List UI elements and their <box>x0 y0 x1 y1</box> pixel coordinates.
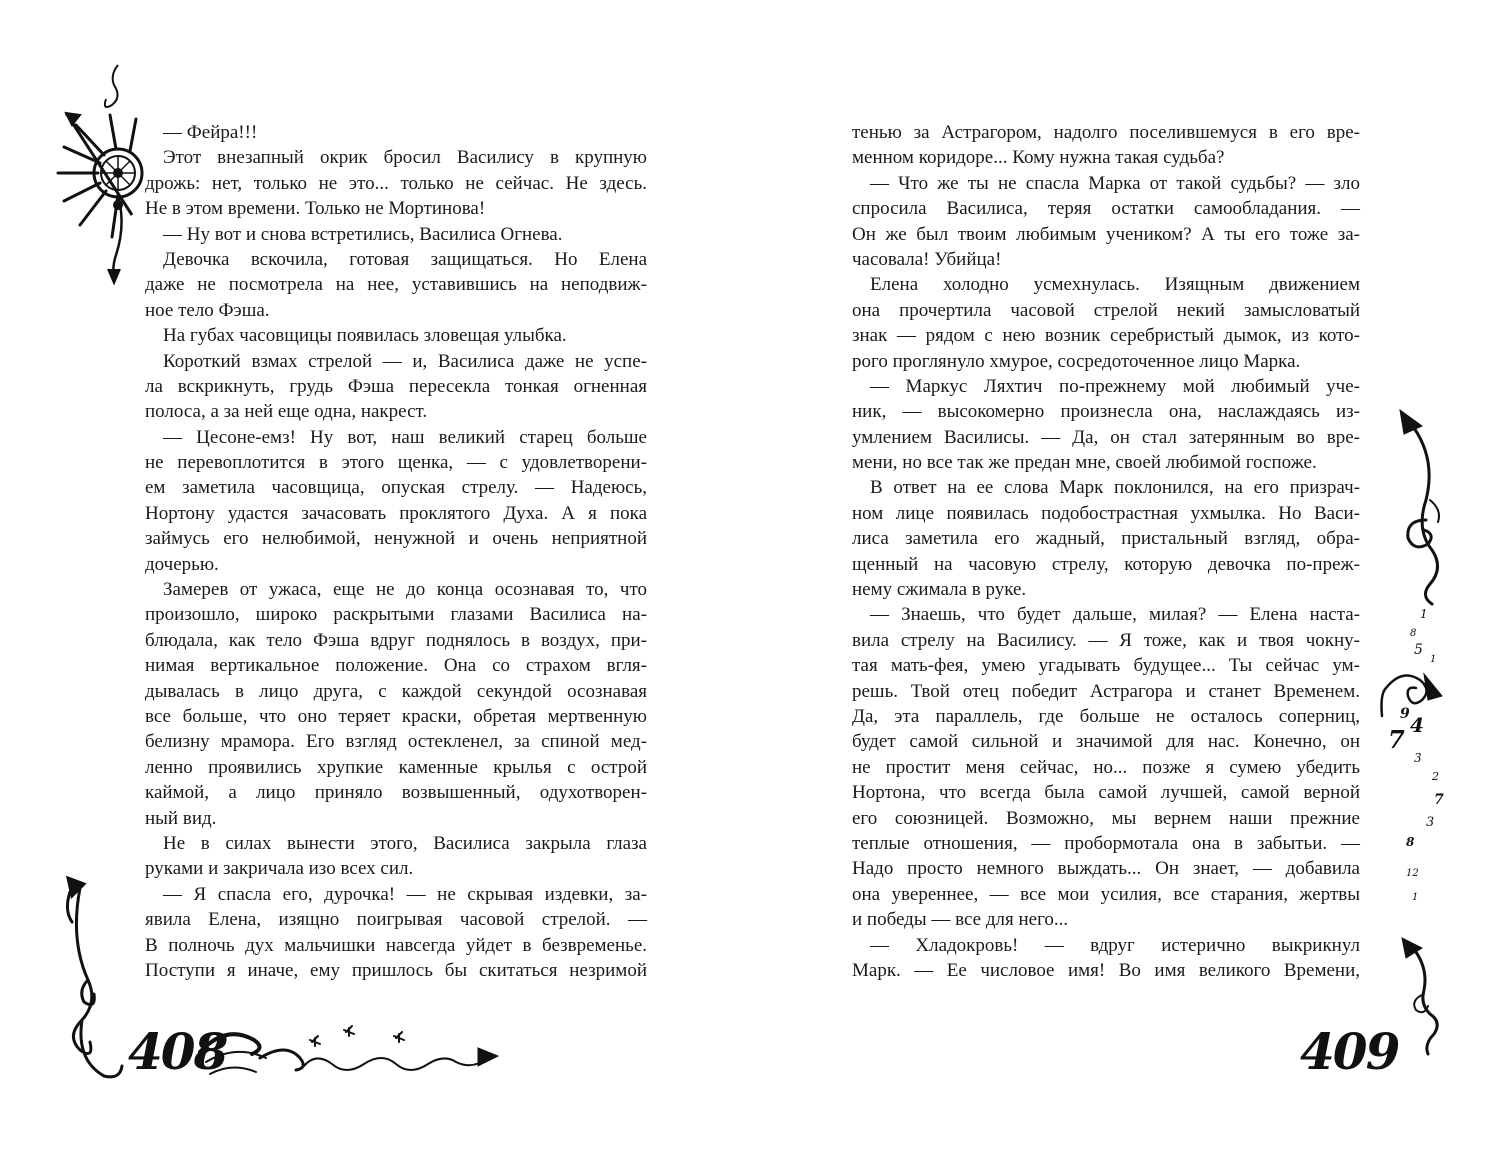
clock-digit: 9 <box>1400 706 1410 722</box>
text-line: На губах часовщицы появилась зловещая улыбка. <box>163 325 567 347</box>
text-line: ем заметила часовщица, опуская стрелу. — Надеюсь, <box>145 477 647 499</box>
text-line: решь. Твой отец победит Астрагора и станет Временем. <box>852 680 1360 702</box>
text-line: — Фейра!!! <box>163 122 258 143</box>
text-line: В полночь дух мальчишки навсегда уйдет в безвременье. <box>145 934 647 956</box>
lower-arrow-ornament-icon <box>1398 930 1458 1060</box>
text-line: теплые отношения, — пробормотала она в забытьи. — <box>852 832 1360 854</box>
text-line: руками и закричала изо всех сил. <box>145 858 414 880</box>
clock-digit: 8 <box>1410 628 1417 639</box>
text-line: дочерью. <box>145 553 219 575</box>
text-line: Не в силах вынести этого, Василиса закрыла глаза <box>163 832 647 854</box>
text-line: Не в этом времени. Только не Мортинова! <box>145 198 486 220</box>
clock-digit: 5 <box>1414 642 1423 658</box>
text-line: дывалась в лицо друга, с каждой секундой осознавая <box>145 680 647 702</box>
text-line: — Что же ты не спасла Марка от такой судьбы? — зло <box>870 172 1360 194</box>
text-line: Замерев от ужаса, еще не до конца осознавая то, что <box>163 579 647 601</box>
left-page-text <box>145 120 647 983</box>
text-line: тенью за Астрагором, надолго поселившемуся в его вре- <box>852 122 1360 143</box>
text-line: явила Елена, изящно поигрывая часовой стрелой. — <box>145 909 647 931</box>
text-line: мени, но все так же предан мне, своей любимой госпоже. <box>852 452 1317 474</box>
text-line: не перевоплотится в этого щенка, — с удовлетворени- <box>145 452 647 474</box>
clock-digit: 8 <box>1406 835 1415 849</box>
text-line: ла вскрикнуть, грудь Фэша пересекла тонкая огненная <box>145 375 647 397</box>
text-line: ник, — высокомерно произнесла она, наслаждаясь из- <box>852 401 1360 423</box>
text-line: его союзницей. Возможно, мы вернем наши прежние <box>852 807 1360 829</box>
text-line: Короткий взмах стрелой — и, Василиса даже не успе- <box>163 350 647 372</box>
text-line: — Маркус Ляхтич по-прежнему мой любимый уче- <box>870 375 1360 397</box>
text-line: полоса, а за ней еще одна, накрест. <box>145 401 428 423</box>
text-line: — Хладокровь! — вдруг истерично выкрикнул <box>870 934 1360 956</box>
text-line: белизну мрамора. Его взгляд остекленел, за спиной мед- <box>145 731 647 753</box>
text-line: Нортона, что всегда была самой лучшей, самой верной <box>852 782 1360 804</box>
clock-digit: 1 <box>1412 892 1419 903</box>
text-line: Нортону удастся зачасовать проклятого Духа. А я пока <box>145 502 647 524</box>
clock-digit: 4 <box>1410 713 1424 737</box>
text-line: знак — рядом с нею возник серебристый дымок, из кото- <box>852 325 1360 347</box>
text-line: часовала! Убийца! <box>852 248 1002 270</box>
text-line: блюдала, как тело Фэша вдруг поднялось в воздух, при- <box>145 629 647 651</box>
text-line: ленно проявились хрупкие каменные крылья с острой <box>145 756 647 778</box>
text-line: и победы — все для него... <box>852 909 1069 931</box>
page-number-right: 409 <box>1300 1022 1399 1081</box>
text-line: — Знаешь, что будет дальше, милая? — Елена наста- <box>870 604 1360 626</box>
text-line: — Ну вот и снова встретились, Василиса Огнева. <box>163 223 563 245</box>
text-line: Девочка вскочила, готовая защищаться. Но Елена <box>163 248 647 270</box>
text-line: Елена холодно усмехнулась. Изящным движением <box>870 274 1360 296</box>
clock-digit: 1 <box>1430 654 1437 665</box>
clock-digit: 3 <box>1426 815 1435 830</box>
clock-digits-ornament-icon <box>1376 604 1460 904</box>
text-line: каймой, а лицо приняло возвышенный, одухотворен- <box>145 782 647 804</box>
text-line: будет самой сильной и значимой для нас. Конечно, он <box>852 731 1360 753</box>
clock-digit: 3 <box>1414 751 1422 765</box>
text-line: ное тело Фэша. <box>145 299 270 321</box>
text-line: лиса заметила его жадный, пристальный взгляд, обра- <box>852 528 1360 550</box>
arrow-spiral-ornament-icon <box>1392 400 1462 610</box>
text-line: Этот внезапный окрик бросил Василису в крупную <box>163 147 647 169</box>
clock-digit: 2 <box>1432 770 1439 783</box>
text-line: В ответ на ее слова Марк поклонился, на его призрач- <box>870 477 1360 499</box>
text-line: она увереннее, — все мои усилия, все старания, жертвы <box>852 883 1360 905</box>
right-page-text <box>852 120 1360 983</box>
text-line: — Цесоне-емз! Ну вот, наш великий старец больше <box>163 426 647 448</box>
page-number-left: 408 <box>128 1022 227 1081</box>
text-line: нимая вертикальное положение. Она со страхом вгля- <box>145 655 647 677</box>
text-line: — Я спасла его, дурочка! — не скрывая издевки, за- <box>163 883 647 905</box>
text-line: рого проглянуло хмурое, сосредоточенное лицо Марка. <box>852 350 1301 372</box>
text-line: нему сжимала в руке. <box>852 579 1027 601</box>
text-line: Он же был твоим любимым учеником? А ты его тоже за- <box>852 223 1360 245</box>
text-line: дрожь: нет, только не это... только не сейчас. Не здесь. <box>145 172 647 194</box>
text-line: все больше, что оно теряет краски, обретая мертвенную <box>145 705 647 727</box>
text-line: не простит меня сейчас, но... позже я сумею убедить <box>852 756 1360 778</box>
text-line: произошло, широко раскрытыми глазами Василиса на- <box>145 604 647 626</box>
text-line: ный вид. <box>145 807 217 829</box>
text-line: займусь его нелюбимой, ненужной и очень неприятной <box>145 528 647 550</box>
text-line: даже не посмотрела на нее, уставившись на неподвиж- <box>145 274 647 296</box>
text-line: тая мать-фея, умею угадывать будущее... Ты сейчас ум- <box>852 655 1360 677</box>
text-line: щенный на часовую стрелу, которую девочка по-преж- <box>852 553 1360 575</box>
clock-digit: 7 <box>1388 725 1405 754</box>
curl-ornament-icon <box>60 870 140 1090</box>
text-line: вила стрелу на Василису. — Я тоже, как и твоя чокну- <box>852 629 1360 651</box>
text-line: менном коридоре... Кому нужна такая судьба? <box>852 147 1225 169</box>
clock-digit: 1 <box>1420 607 1428 621</box>
text-line: она прочертила часовой стрелой некий замысловатый <box>852 299 1360 321</box>
clock-digit: 7 <box>1434 792 1444 808</box>
text-line: умлением Василисы. — Да, он стал затерянным во вре- <box>852 426 1360 448</box>
text-line: спросила Василиса, теряя остатки самообладания. — <box>852 198 1360 220</box>
swash-ornament-icon <box>196 1018 506 1088</box>
clock-digit: 12 <box>1406 868 1419 879</box>
text-line: Да, эта параллель, где больше не осталось соперниц, <box>852 705 1360 727</box>
text-line: Марк. — Ее числовое имя! Во имя великого Времени, <box>852 959 1360 981</box>
text-line: Поступи я иначе, ему пришлось бы скитаться незримой <box>145 959 647 981</box>
text-line: ном лице появилась подобострастная ухмылка. Но Васи- <box>852 502 1360 524</box>
text-line: Надо просто немного выждать... Он знает, — добавила <box>852 858 1360 880</box>
clock-wheel-ornament-icon <box>40 55 150 285</box>
